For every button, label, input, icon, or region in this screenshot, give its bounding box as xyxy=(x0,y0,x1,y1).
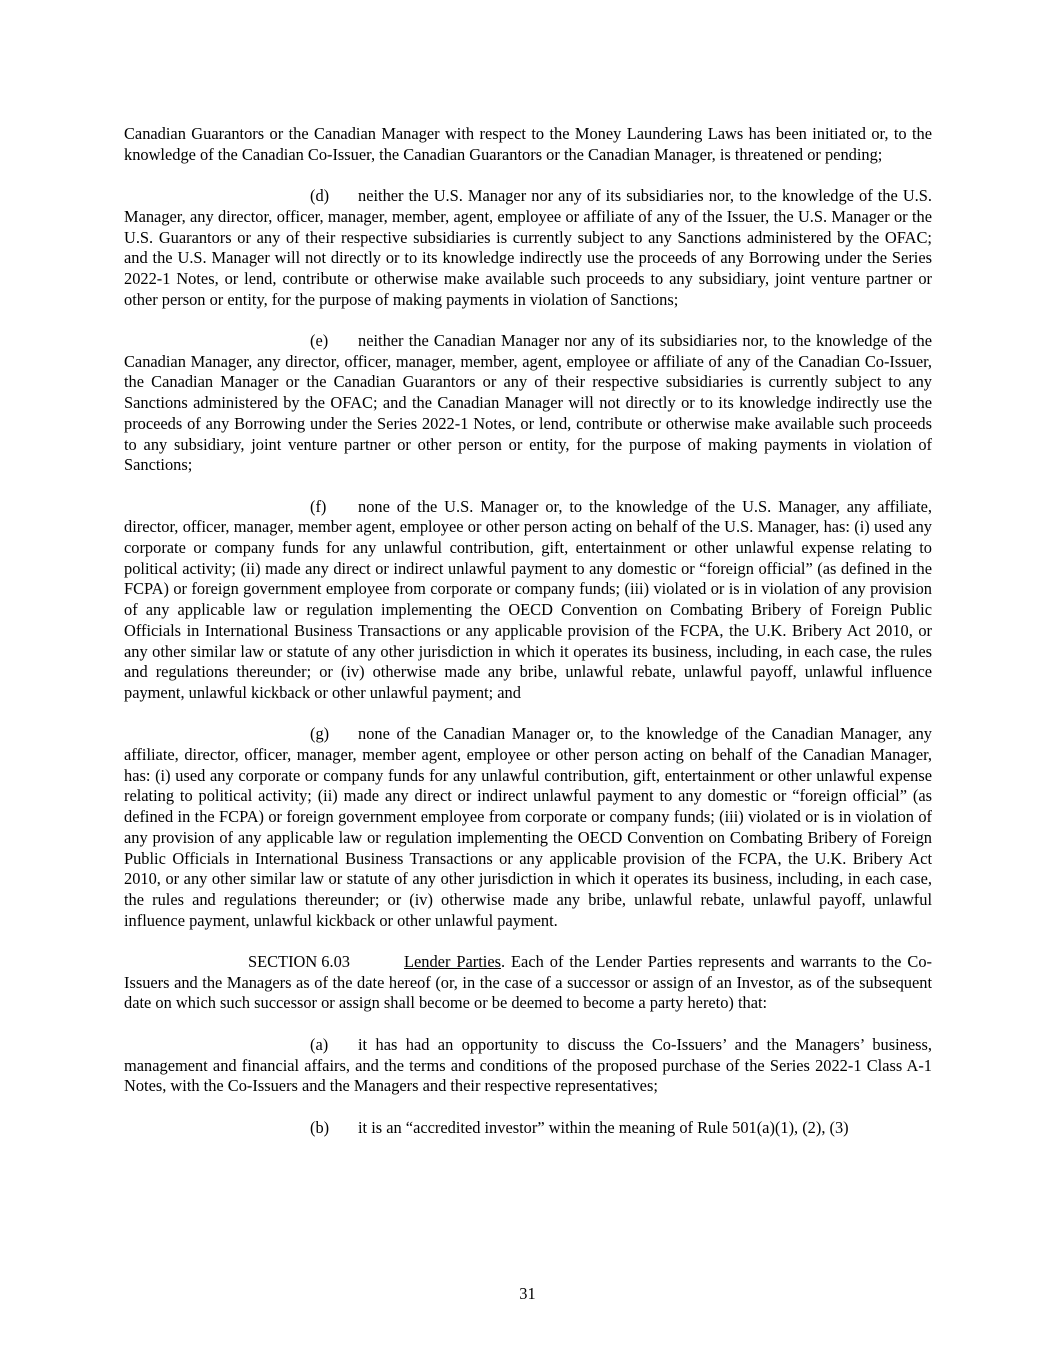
clause-marker: (g) xyxy=(310,724,330,744)
clause-marker: (d) xyxy=(310,186,330,206)
clause-d xyxy=(124,186,932,310)
clause-marker: (f) xyxy=(310,496,327,516)
section-heading: Lender Parties xyxy=(404,952,501,972)
clause-text: it has had an opportunity to discuss the Co-Issuers’ and the Managers’ business, management and financial affairs, and the terms and conditions of the proposed purchase of the Series 2022-1 Class A-1 Notes, with the Co-Issuers and the Managers and their respective representatives; xyxy=(124,1034,932,1096)
clause-text: none of the U.S. Manager or, to the knowledge of the U.S. Manager, any affiliate, director, officer, manager, member agent, employee or other person acting on behalf of the U.S. Manager, has: (i) used any corporate or company funds for any unlawful contribution, gift, entertainment or other unlawful expense relating to political activity; (ii) made any direct or indirect unlawful payment to any domestic or “foreign official” (as defined in the FCPA) or foreign government employee from corporate or company funds; (iii) violated or is in violation of any provision of any applicable law or regulation implementing the OECD Convention on Combating Bribery of Foreign Public Officials in International Business Transactions or any applicable provision of the FCPA, the U.K. Bribery Act 2010, or any other similar law or statute of any other jurisdiction in which it operates its business, including, in each case, the rules and regulations thereunder; or (iv) otherwise made any bribe, unlawful rebate, unlawful payoff, unlawful influence payment, unlawful kickback or other unlawful payment; and xyxy=(124,496,932,702)
clause-text: it is an “accredited investor” within the meaning of Rule 501(a)(1), (2), (3) xyxy=(358,1117,849,1137)
clause-text: neither the Canadian Manager nor any of its subsidiaries nor, to the knowledge of the Canadian Manager, any director, officer, manager, member, agent, employee or affiliate of any of the Canadian Co-Issuer, the Canadian Manager or the Canadian Guarantors or any of their respective subsidiaries is currently subject to any Sanctions administered by the OFAC; and the Canadian Manager will not directly or to its knowledge indirectly use the proceeds of any Borrowing under the Series 2022-1 Notes, or lend, contribute or otherwise make available such proceeds to any subsidiary, joint venture partner or other person or entity, for the purpose of making payments in violation of Sanctions; xyxy=(124,331,932,475)
page-number: 31 xyxy=(519,1284,536,1303)
section-6-03 xyxy=(124,952,932,1014)
clause-marker: (e) xyxy=(310,331,329,350)
clause-f xyxy=(124,497,932,704)
document-page xyxy=(124,124,932,1138)
clause-b xyxy=(124,1118,932,1139)
clause-text: neither the U.S. Manager nor any of its subsidiaries nor, to the knowledge of the U.S. Manager, any director, officer, manager, member, agent, employee or affiliate of any of the Issuer, the U.S. Manager or the U.S. Guarantors or any of their respective subsidiaries is currently subject to any Sanctions administered by the OFAC; and the U.S. Manager will not directly or to its knowledge indirectly use the proceeds of any Borrowing under the Series 2022-1 Notes, or lend, contribute or otherwise make available such proceeds to any subsidiary, joint venture partner or other person or entity, for the purpose of making payments in violation of Sanctions; xyxy=(124,186,932,309)
continuation-paragraph: Canadian Guarantors or the Canadian Manager with respect to the Money Laundering Laws has been initiated or, to the knowledge of the Canadian Co-Issuer, the Canadian Guarantors or the Canadian Manager, is threatened or pending; xyxy=(124,124,932,164)
section-text: . Each of the Lender Parties represents and warrants to the Co-Issuers and the Managers as of the date hereof (or, in the case of a successor or assign of an Investor, as of the subsequent date on which such successor or assign shall become or be deemed to become a party hereto) that: xyxy=(124,952,932,1013)
clause-text: none of the Canadian Manager or, to the knowledge of the Canadian Manager, any affiliate, director, officer, manager, member agent, employee or other person acting on behalf of the Canadian Manager, has: (i) used any corporate or company funds for any unlawful contribution, gift, entertainment or other unlawful expense relating to political activity; (ii) made any direct or indirect unlawful payment to any domestic or “foreign official” (as defined in the FCPA) or foreign government employee from corporate or company funds; (iii) violated or is in violation of any provision of any applicable law or regulation implementing the OECD Convention on Combating Bribery of Foreign Public Officials in International Business Transactions or any applicable provision of the FCPA, the U.K. Bribery Act 2010, or any other similar law or statute of any other jurisdiction in which it operates its business, including, in each case, the rules and regulations thereunder; or (iv) otherwise made any bribe, unlawful rebate, unlawful payoff, unlawful influence payment, unlawful kickback or other unlawful payment. xyxy=(124,724,932,930)
clause-marker: (a) xyxy=(310,1034,329,1054)
clause-g xyxy=(124,724,932,931)
clause-e xyxy=(124,331,932,476)
clause-a xyxy=(124,1035,932,1097)
clause-marker: (b) xyxy=(310,1117,330,1137)
section-number: SECTION 6.03 xyxy=(248,952,350,972)
